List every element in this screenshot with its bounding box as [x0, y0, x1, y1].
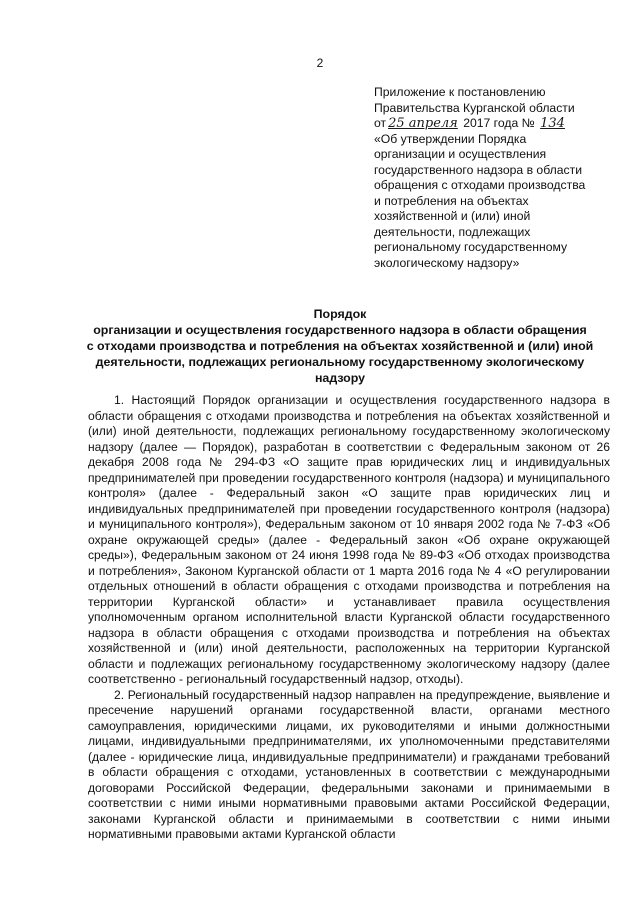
appendix-line: деятельности, подлежащих [374, 224, 531, 239]
date-year: 2017 года № [463, 116, 535, 130]
paragraph-2: 2. Региональный государственный надзор направлен на предупреждение, выявление и пресечение нарушений органами государственной власти, органами местного самоуправления, юридическими лицами, их руководителями и иными должностными лицами, индивидуальными предпринимателями, их уполномоченными представителями (далее - юридические лица, индивидуальные предприниматели) и гражданами требований в области обращения с отходами, установленных в соответствии с международными договорами Российской Федерации, федеральными законами и принимаемыми в соответствии с ними иными нормативными правовыми актами Российской Федерации, законами Курганской области и принимаемыми в соответствии с ними иными нормативными правовыми актами Курганской области [88, 687, 610, 841]
handwritten-date: 25 апреля [388, 116, 458, 131]
title-line: деятельности, подлежащих региональному государственному экологическому [95, 355, 585, 369]
appendix-line: экологическому надзору» [374, 255, 520, 270]
appendix-line: «Об утверждении Порядка [374, 131, 527, 146]
date-prefix: от [374, 116, 387, 130]
appendix-line: хозяйственной и (или) иной [374, 209, 531, 223]
appendix-line: Приложение к постановлению [374, 85, 546, 99]
paragraph-1: 1. Настоящий Порядок организации и осуществления государственного надзора в области обращения с отходами производства и потребления на объектах хозяйственной и (или) иной деятельности, подлежащих региональному государственному экологическому надзору (далее — Порядок), разработан в соответствии с Федеральным законом от 26 декабря 2008 года № 294-ФЗ «О защите прав юридических лиц и индивидуальных предпринимателей при проведении государственного контроля (надзора) и муниципального контроля» (далее - Федеральный закон «О защите прав юридических лиц и индивидуальных предпринимателей при проведении государственного контроля (надзора) и муниципального контроля»), Федеральным законом от 10 января 2002 года № 7-ФЗ «Об охране окружающей среды» (далее - Федеральный закон «Об охране окружающей среды»), Федеральным законом от 24 июня 1998 года № 89-ФЗ «Об отходах производства и потребления», Законом Курганской области от 1 марта 2016 года № 4 «О регулировании отдельных отношений в области обращения с отходами производства и потребления на территории Курганской области» и устанавливает правила осуществления уполномоченным органом исполнительной власти Курганской области государственного надзора в области обращения с отходами производства и потребления на объектах хозяйственной и (или) иной деятельности, расположенных на территории Курганской области и подлежащих региональному государственному экологическому надзору (далее соответственно - региональный государственный надзор, отходы). [88, 393, 610, 686]
appendix-line: региональному государственному [374, 240, 568, 254]
page-number: 2 [316, 56, 324, 70]
appendix-line: государственного надзора в области [374, 162, 583, 177]
title-line: надзору [314, 371, 366, 385]
title-line: с отходами производства и потребления на объектах хозяйственной и (или) иной [86, 339, 594, 353]
title-line: организации и осуществления государственного надзора в области обращения [93, 323, 587, 337]
appendix-line: организации и осуществления [374, 147, 547, 161]
appendix-line: и потребления на объектах [374, 193, 529, 208]
document-body [88, 393, 610, 843]
appendix-line: Правительства Курганской области [374, 100, 575, 115]
title-heading: Порядок [313, 307, 367, 321]
appendix-date-line [374, 116, 614, 132]
appendix-line: обращения с отходами производства [374, 178, 586, 192]
document-title [70, 306, 610, 386]
handwritten-number: 134 [540, 116, 565, 131]
appendix-block [374, 85, 614, 271]
